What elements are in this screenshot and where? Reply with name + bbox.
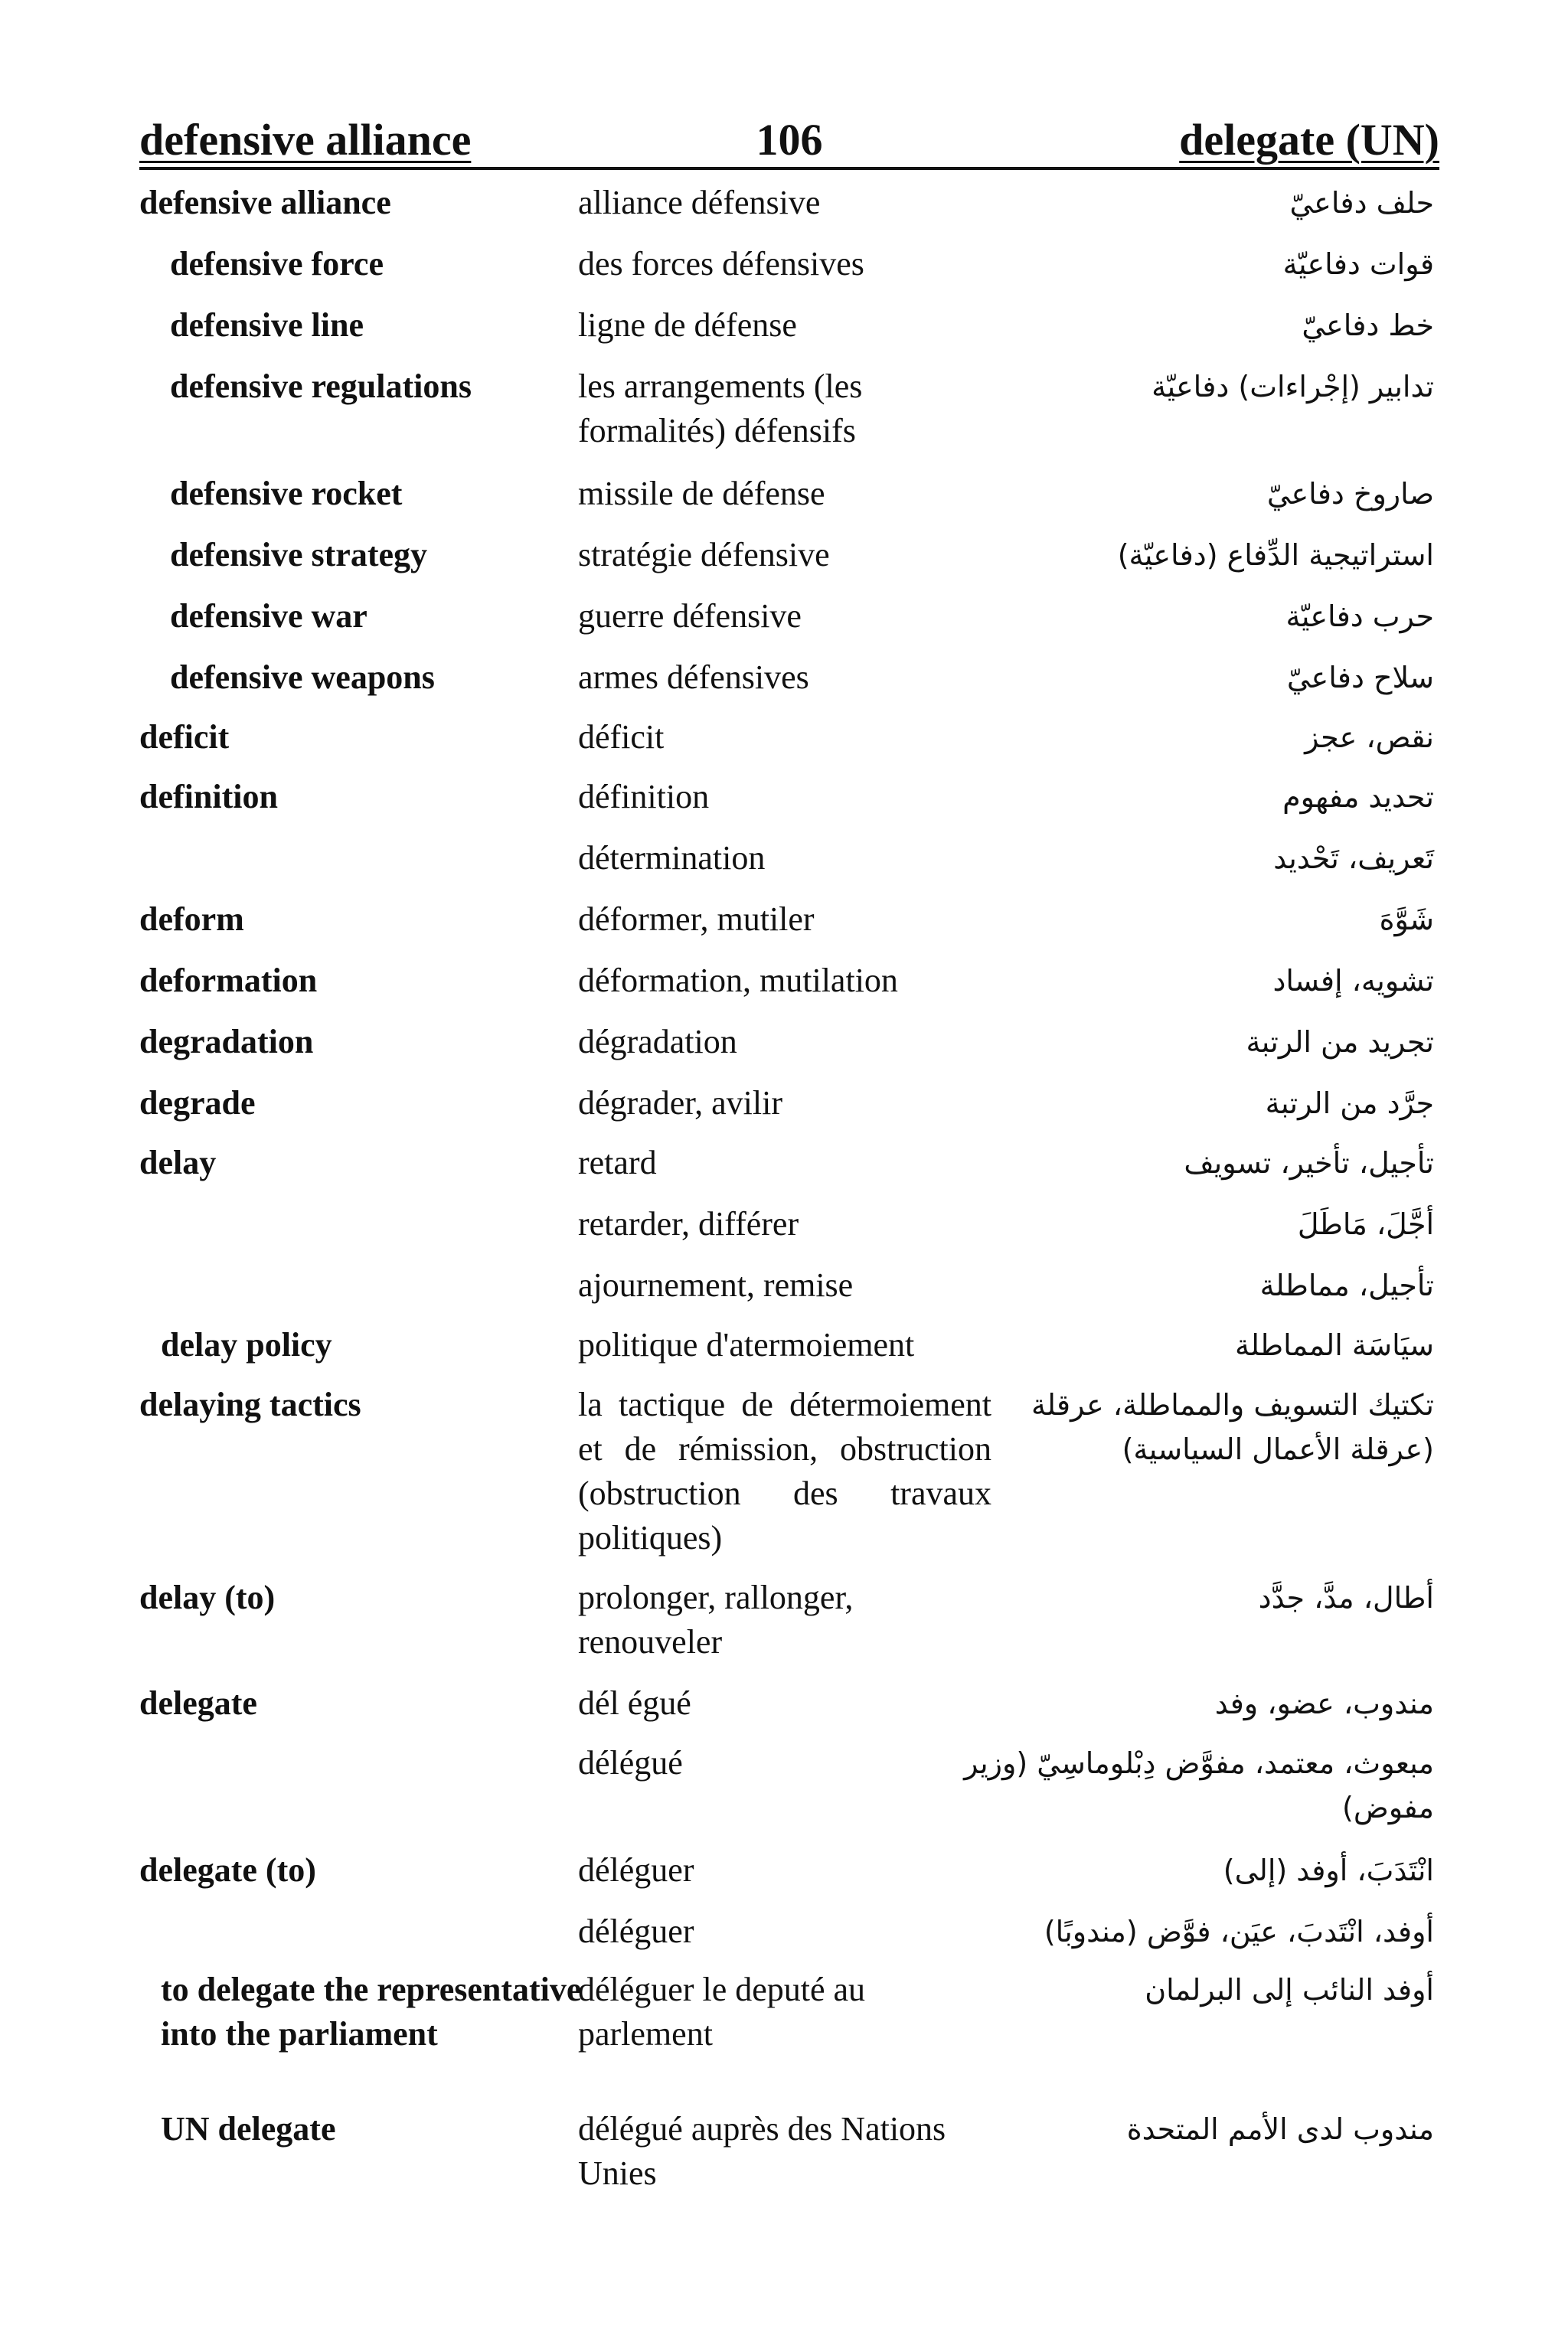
arabic-term: تأجيل، تأخير، تسويف	[1184, 1146, 1434, 1180]
arabic-term: أطال، مدَّ، جدَّد	[1258, 1581, 1434, 1615]
arabic-term: تَعريف، تَحْديد	[1273, 841, 1434, 875]
english-term: delegate (to)	[139, 1851, 316, 1889]
english-term: defensive regulations	[170, 367, 472, 405]
english-term: delaying tactics	[139, 1386, 361, 1423]
french-term: missile de défense	[578, 475, 825, 512]
arabic-term: سلاح دفاعيّ	[1286, 661, 1434, 694]
french-term: des forces défensives	[578, 245, 864, 283]
french-term: dégradation	[578, 1023, 737, 1060]
english-term: defensive strategy	[170, 536, 428, 573]
arabic-term: سيَاسَة المماطلة	[1234, 1328, 1434, 1362]
french-term: déléguer le deputé au parlement	[578, 1971, 866, 2053]
header-last-entry: delegate (UN)	[1179, 115, 1439, 165]
english-term: delay (to)	[139, 1579, 276, 1616]
english-term: defensive force	[170, 245, 384, 283]
french-term: retard	[578, 1144, 657, 1181]
english-term: deform	[139, 900, 244, 938]
french-term: stratégie défensive	[578, 536, 830, 573]
english-term: UN delegate	[161, 2110, 336, 2148]
arabic-term: حلف دفاعيّ	[1289, 186, 1434, 220]
arabic-term: تحديد مفهوم	[1282, 780, 1434, 814]
french-term: les arrangements (les formalités) défensifs	[578, 367, 863, 449]
french-term: la tactique de détermoiement et de rémission, obstruction (obstruction des travaux politiques)	[578, 1386, 991, 1556]
english-term: degradation	[139, 1023, 314, 1060]
english-term: delay policy	[161, 1326, 332, 1364]
french-term: guerre défensive	[578, 597, 802, 635]
arabic-term: تكتيك التسويف والمماطلة، عرقلة (عرقلة الأعمال السياسية)	[1031, 1388, 1434, 1466]
arabic-term: قوات دفاعيّة	[1282, 247, 1434, 281]
arabic-term: أجَّلَ، مَاطَلَ	[1297, 1207, 1434, 1241]
french-term: dégrader, avilir	[578, 1084, 782, 1122]
english-term: defensive war	[170, 597, 368, 635]
english-term: defensive alliance	[139, 184, 391, 221]
arabic-term: نقص، عجز	[1305, 720, 1434, 754]
english-term: defensive weapons	[170, 658, 435, 696]
french-term: prolonger, rallonger, renouveler	[578, 1579, 854, 1661]
english-term: to delegate the representative into the parliament	[161, 1971, 582, 2053]
arabic-term: انْتَدَبَ، أوفد (إلى)	[1223, 1854, 1434, 1887]
arabic-term: شَوَّهَ	[1379, 903, 1434, 936]
arabic-term: أوفد، انْتَدبَ، عيَن، فوَّض (مندوبًا)	[1044, 1915, 1434, 1948]
arabic-term: تدابير (إجْراءات) دفاعيّة	[1152, 370, 1434, 403]
english-term: deficit	[139, 718, 230, 756]
english-term: deformation	[139, 962, 318, 999]
arabic-term: أوفد النائب إلى البرلمان	[1145, 1973, 1434, 2007]
english-term: delegate	[139, 1684, 257, 1722]
french-term: ajournement, remise	[578, 1266, 854, 1304]
english-term: degrade	[139, 1084, 256, 1122]
french-term: retarder, différer	[578, 1205, 799, 1243]
header-first-entry: defensive alliance	[139, 115, 472, 165]
french-term: déléguer	[578, 1851, 694, 1889]
arabic-term: مندوب لدى الأمم المتحدة	[1126, 2112, 1434, 2146]
french-term: délégué auprès des Nations Unies	[578, 2110, 946, 2192]
arabic-term: خط دفاعيّ	[1302, 309, 1434, 342]
french-term: détermination	[578, 839, 766, 877]
french-term: déléguer	[578, 1913, 694, 1950]
english-term: definition	[139, 778, 278, 815]
english-term: defensive rocket	[170, 475, 403, 512]
french-term: déficit	[578, 718, 665, 756]
header-rule	[139, 167, 1439, 170]
arabic-term: صاروخ دفاعيّ	[1266, 477, 1434, 511]
french-term: déformation, mutilation	[578, 962, 898, 999]
english-term: delay	[139, 1144, 217, 1181]
french-term: définition	[578, 778, 710, 815]
arabic-term: تأجيل، مماطلة	[1259, 1269, 1434, 1302]
arabic-term: تشويه، إفساد	[1272, 964, 1434, 998]
french-term: politique d'atermoiement	[578, 1326, 915, 1364]
french-term: déformer, mutiler	[578, 900, 815, 938]
arabic-term: تجريد من الرتبة	[1246, 1025, 1434, 1059]
french-term: armes défensives	[578, 658, 809, 696]
arabic-term: جرَّد من الرتبة	[1265, 1086, 1434, 1120]
arabic-term: استراتيجية الدِّفاع (دفاعيّة)	[1117, 538, 1434, 572]
french-term: dél égué	[578, 1684, 691, 1722]
french-term: ligne de défense	[578, 306, 797, 344]
page-number: 106	[756, 115, 823, 165]
english-term: defensive line	[170, 306, 364, 344]
french-term: alliance défensive	[578, 184, 821, 221]
arabic-term: مبعوث، معتمد، مفوَّض دِبْلوماسِيّ (وزير مفوض)	[964, 1746, 1434, 1824]
arabic-term: مندوب، عضو، وفد	[1214, 1687, 1434, 1720]
page-header	[139, 113, 1439, 167]
french-term: délégué	[578, 1744, 683, 1782]
arabic-term: حرب دفاعيّة	[1285, 599, 1434, 633]
